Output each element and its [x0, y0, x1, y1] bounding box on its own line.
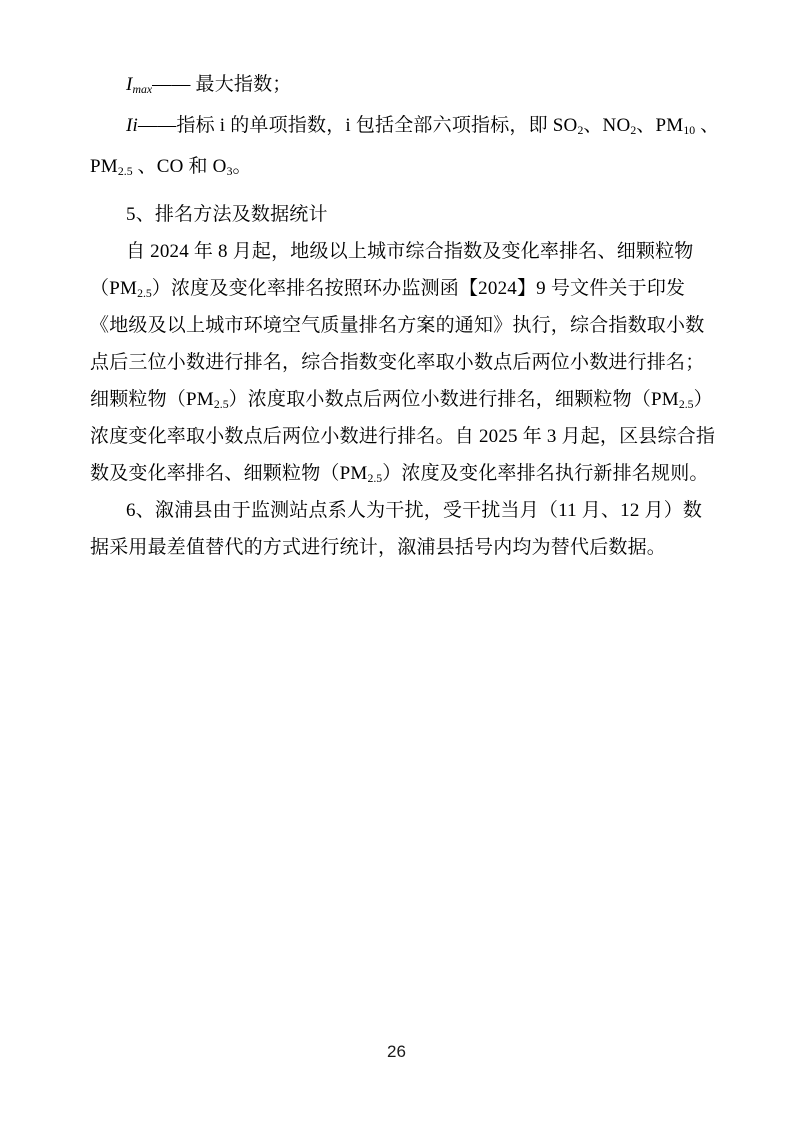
- line-para5-3: [90, 307, 703, 344]
- text-segment: 、CO 和 O: [132, 156, 227, 177]
- line-para5-2: [90, 270, 703, 307]
- text-segment: （PM: [90, 278, 138, 299]
- text-segment: 《地级及以上城市环境空气质量排名方案的通知》执行，综合指数取小数: [90, 315, 705, 336]
- text-segment: 、: [695, 115, 720, 136]
- line-para5-1: [90, 233, 703, 270]
- document-body: [90, 64, 720, 566]
- text-segment: 6、溆浦县由于监测站点系人为干扰，受干扰当月（11 月、12 月）数: [126, 500, 703, 521]
- line-para6-2: [90, 529, 703, 566]
- text-segment: 数及变化率排名、细颗粒物（PM: [90, 463, 368, 484]
- text-segment: 2: [630, 123, 637, 137]
- text-segment: 2.5: [213, 397, 229, 411]
- text-segment: Ii: [126, 115, 139, 136]
- text-segment: 3: [226, 164, 233, 178]
- text-segment: 。: [232, 156, 252, 177]
- line-ii-definition-cont: [90, 146, 703, 187]
- text-segment: ——指标 i 的单项指数，i 包括全部六项指标，即 SO: [138, 115, 578, 136]
- text-segment: max: [132, 82, 153, 96]
- text-segment: ）浓度及变化率排名执行新排名规则。: [382, 463, 709, 484]
- line-para5-5: [90, 381, 713, 418]
- text-segment: I: [126, 74, 133, 95]
- text-segment: 5、排名方法及数据统计: [126, 204, 328, 225]
- text-segment: 、PM: [636, 115, 684, 136]
- text-segment: 10: [683, 123, 696, 137]
- text-segment: ）浓度及变化率排名按照环办监测函【2024】9 号文件关于印发: [151, 278, 686, 299]
- text-segment: ）: [693, 389, 713, 410]
- line-heading-section5: [90, 196, 703, 233]
- text-segment: 浓度变化率取小数点后两位小数进行排名。自 2025 年 3 月起，区县综合指: [90, 426, 716, 447]
- text-segment: 据采用最差值替代的方式进行统计，溆浦县括号内均为替代后数据。: [90, 537, 667, 558]
- line-para6-1: [90, 492, 703, 529]
- line-para5-7: [90, 455, 709, 492]
- text-segment: ）浓度取小数点后两位小数进行排名，细颗粒物（PM: [228, 389, 679, 410]
- text-segment: 2.5: [137, 286, 152, 300]
- text-segment: 、NO: [583, 115, 631, 136]
- text-segment: —— 最大指数；: [152, 74, 292, 95]
- text-segment: 点后三位小数进行排名，综合指数变化率取小数点后两位小数进行排名；: [90, 352, 705, 373]
- text-segment: 2.5: [367, 471, 383, 485]
- line-para5-4: [90, 344, 703, 381]
- line-imax-definition: [90, 64, 703, 105]
- text-segment: PM: [90, 156, 118, 177]
- text-segment: 自 2024 年 8 月起，地级以上城市综合指数及变化率排名、细颗粒物: [126, 241, 694, 262]
- line-ii-definition: [90, 105, 720, 146]
- page-number: 26: [387, 1042, 406, 1061]
- text-segment: 2.5: [117, 164, 133, 178]
- text-segment: 2.5: [678, 397, 694, 411]
- text-segment: 2: [577, 123, 584, 137]
- text-segment: 细颗粒物（PM: [90, 389, 214, 410]
- line-para5-6: [90, 418, 716, 455]
